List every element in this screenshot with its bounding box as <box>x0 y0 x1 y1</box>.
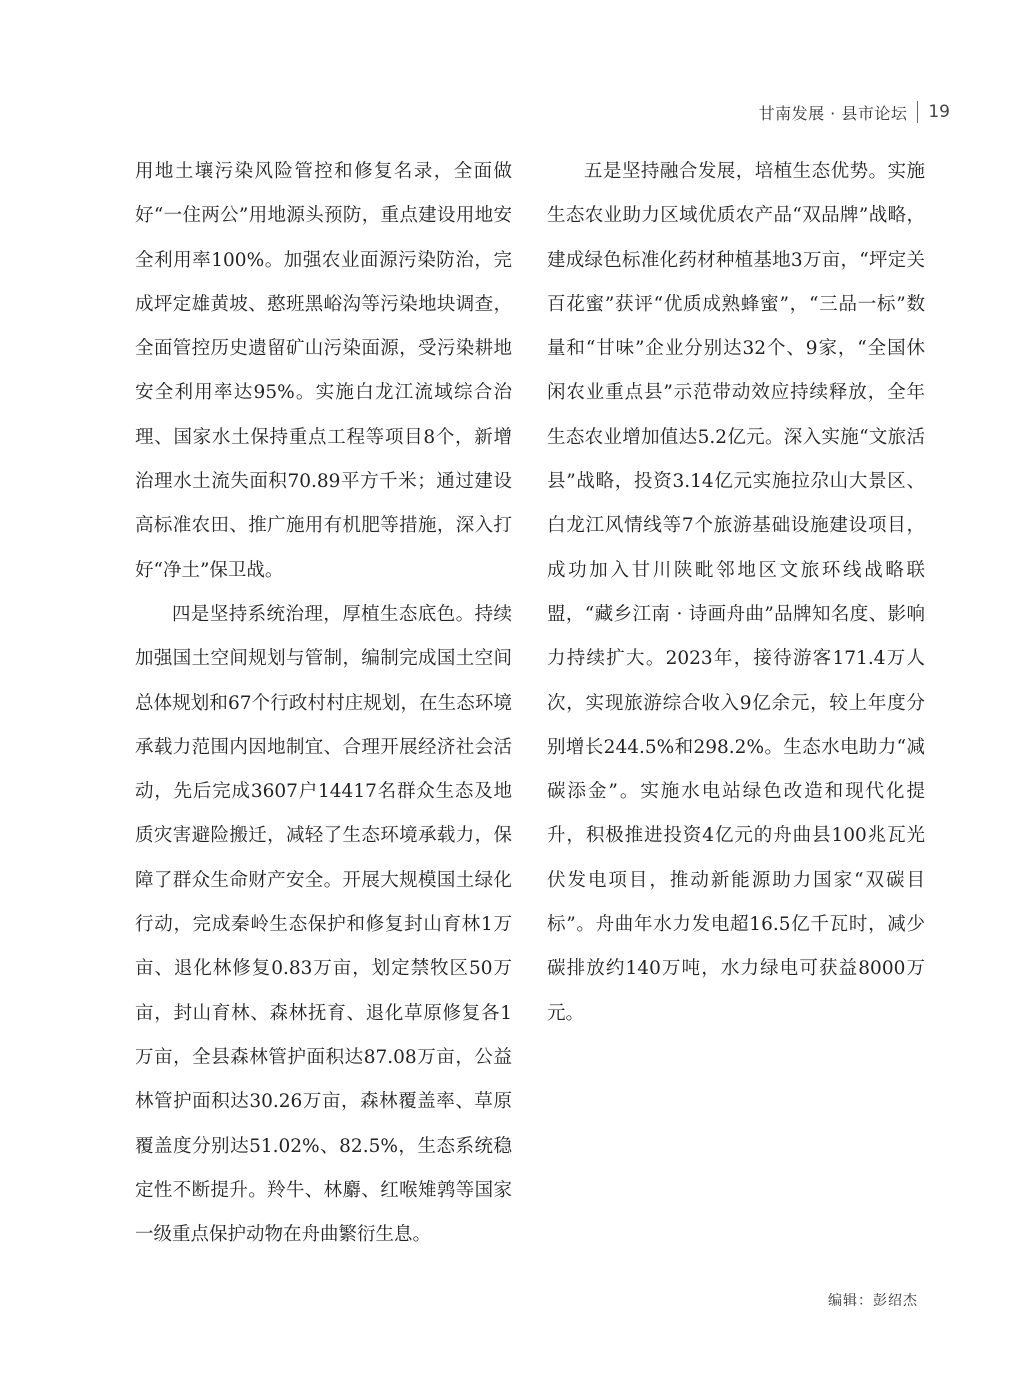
paragraph-continuation: 用地土壤污染风险管控和修复名录，全面做好“一住两公”用地源头预防，重点建设用地安全利用率100%。加强农业面源污染防治，完成坪定雄黄坡、憨班黑峪沟等污染地块调查，全面管控历史遗留矿山污染面源，受污染耕地安全利用率达95%。实施白龙江流域综合治理、国家水土保持重点工程等项目8个，新增治理水土流失面积70.89平方千米；通过建设高标准农田、推广施用有机肥等措施，深入打好“净土”保卫战。 <box>135 161 512 581</box>
running-header <box>759 98 950 126</box>
header-divider <box>917 101 918 123</box>
left-text-column <box>135 150 512 1257</box>
header-section-title: 甘南发展 · 县市论坛 <box>758 103 908 123</box>
right-text-column <box>547 150 925 1036</box>
page-number: 19 <box>928 102 950 122</box>
paragraph-integrated-development: 五是坚持融合发展，培植生态优势。实施生态农业助力区域优质农产品“双品牌”战略，建成绿色标准化药材种植基地3万亩，“坪定关百花蜜”获评“优质成熟蜂蜜”，“三品一标”数量和“甘味”企业分别达32个、9家，“全国休闲农业重点县”示范带动效应持续释放，全年生态农业增加值达5.2亿元。深入实施“文旅活县”战略，投资3.14亿元实施拉尕山大景区、白龙江风情线等7个旅游基础设施建设项目，成功加入甘川陕毗邻地区文旅环线战略联盟，“藏乡江南 · 诗画舟曲”品牌知名度、影响力持续扩大。2023年，接待游客171.4万人次，实现旅游综合收入9亿余元，较上年度分别增长244.5%和298.2%。生态水电助力“减碳添金”。实施水电站绿色改造和现代化提升，积极推进投资4亿元的舟曲县100兆瓦光伏发电项目，推动新能源助力国家“双碳目标”。舟曲年水力发电超16.5亿千瓦时，减少碳排放约140万吨，水力绿电可获益8000万元。 <box>547 161 925 1024</box>
editor-credit: 编辑：彭绍杰 <box>828 1293 918 1309</box>
paragraph-system-governance: 四是坚持系统治理，厚植生态底色。持续加强国土空间规划与管制，编制完成国土空间总体规划和67个行政村村庄规划，在生态环境承载力范围内因地制宜、合理开展经济社会活动，先后完成3607户14417名群众生态及地质灾害避险搬迁，减轻了生态环境承载力，保障了群众生命财产安全。开展大规模国土绿化行动，完成秦岭生态保护和修复封山育林1万亩、退化林修复0.83万亩，划定禁牧区50万亩，封山育林、森林抚育、退化草原修复各1万亩，全县森林管护面积达87.08万亩，公益林管护面积达30.26万亩，森林覆盖率、草原覆盖度分别达51.02%、82.5%，生态系统稳定性不断提升。羚牛、林麝、红喉雉鹑等国家一级重点保护动物在舟曲繁衍生息。 <box>135 603 512 1246</box>
